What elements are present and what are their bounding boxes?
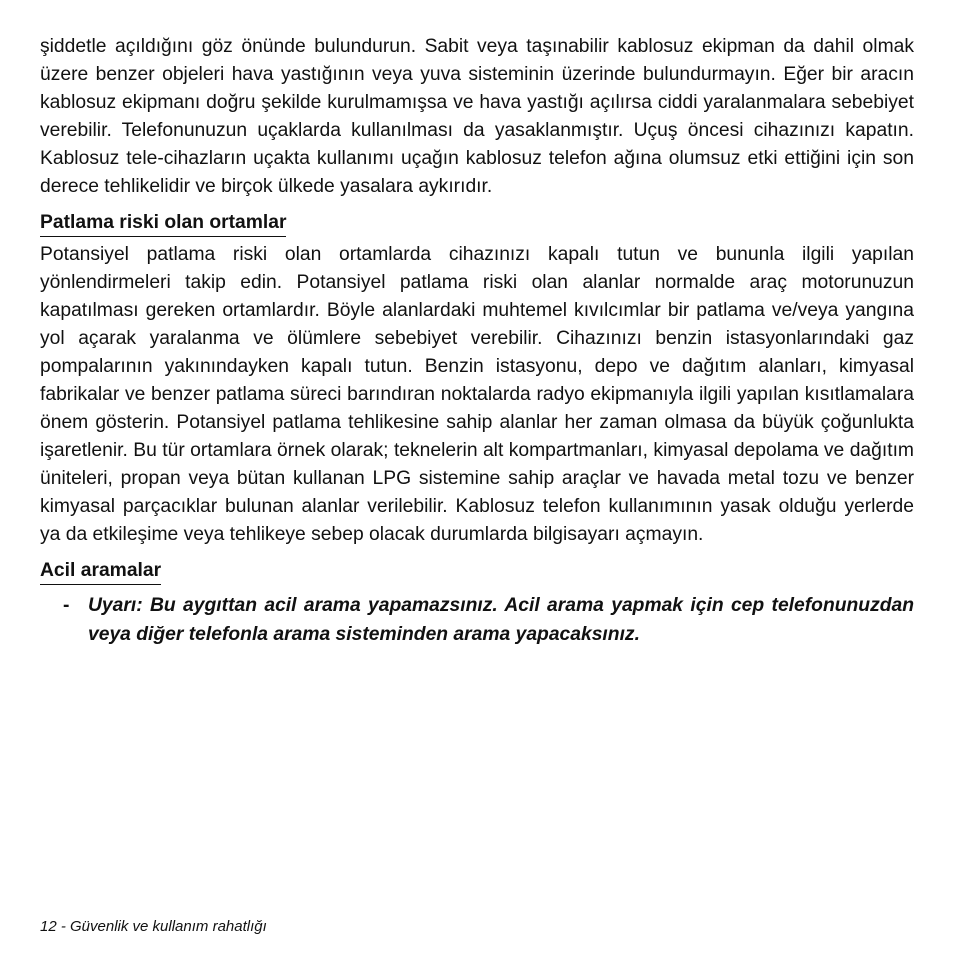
emergency-section-heading: Acil aramalar <box>40 559 161 585</box>
warning-list-item <box>40 591 914 649</box>
page-content <box>40 33 914 649</box>
emergency-warning-text: Uyarı: Bu aygıttan acil arama yapamazsınız. Acil arama yapmak için cep telefonunuzdan veya diğer telefonla arama sisteminden arama yapacaksınız. <box>88 595 914 645</box>
intro-paragraph: şiddetle açıldığını göz önünde bulundurun. Sabit veya taşınabilir kablosuz ekipman da dahil olmak üzere benzer objeleri hava yastığının veya yuva sisteminin üzerinde bulundurmayın. Eğer bir aracın kablosuz ekipmanı doğru şekilde kurulmamışsa ve hava yastığı açılırsa ciddi yaralanmalara sebebiyet verebilir. Telefonunuzun uçaklarda kullanılması da yasaklanmıştır. Uçuş öncesi cihazınızı kapatın. Kablosuz tele-cihazların uçakta kullanımı uçağın kablosuz telefon ağına olumsuz etki ettiğini için son derece tehlikelidir ve birçok ülkede yasalara aykırıdır. <box>40 36 914 197</box>
explosive-section-body: Potansiyel patlama riski olan ortamlarda cihazınızı kapalı tutun ve bununla ilgili yapılan yönlendirmeleri takip edin. Potansiyel patlama riski olan alanlar normalde araç motorunuzun kapatılması gereken ortamlardır. Böyle alanlardaki muhtemel kıvılcımlar bir patlama ve/veya yangına yol açarak yaralanma ve ölümlere sebebiyet verebilir. Cihazınızı benzin istasyonlarındaki gaz pompalarının yakınındayken kapalı tutun. Benzin istasyonu, depo ve dağıtım alanları, kimyasal fabrikalar ve benzer patlama süreci barındıran noktalarda radyo ekipmanıyla ilgili yapılan kısıtlamalara önem gösterin. Potansiyel patlama tehlikesine sahip alanlar her zaman olmasa da büyük çoğunlukta işaretlenir. Bu tür ortamlara örnek olarak; teknelerin alt kompartmanları, kimyasal depolama ve dağıtım üniteleri, propan veya bütan kullanan LPG sistemine sahip araçlar ve havada metal tozu ve benzer kimyasal parçacıklar bulunan alanlar verilebilir. Kablosuz telefon kullanımının yasak olduğu yerlerde ya da etkileşime veya tehlikeye sebep olacak durumlarda bilgisayarı açmayın. <box>40 244 914 545</box>
explosive-section <box>40 201 914 549</box>
bullet-dash: - <box>63 595 70 616</box>
emergency-section <box>40 549 914 649</box>
explosive-section-heading: Patlama riski olan ortamlar <box>40 211 286 237</box>
page-footer: 12 - Güvenlik ve kullanım rahatlığı <box>40 918 267 935</box>
